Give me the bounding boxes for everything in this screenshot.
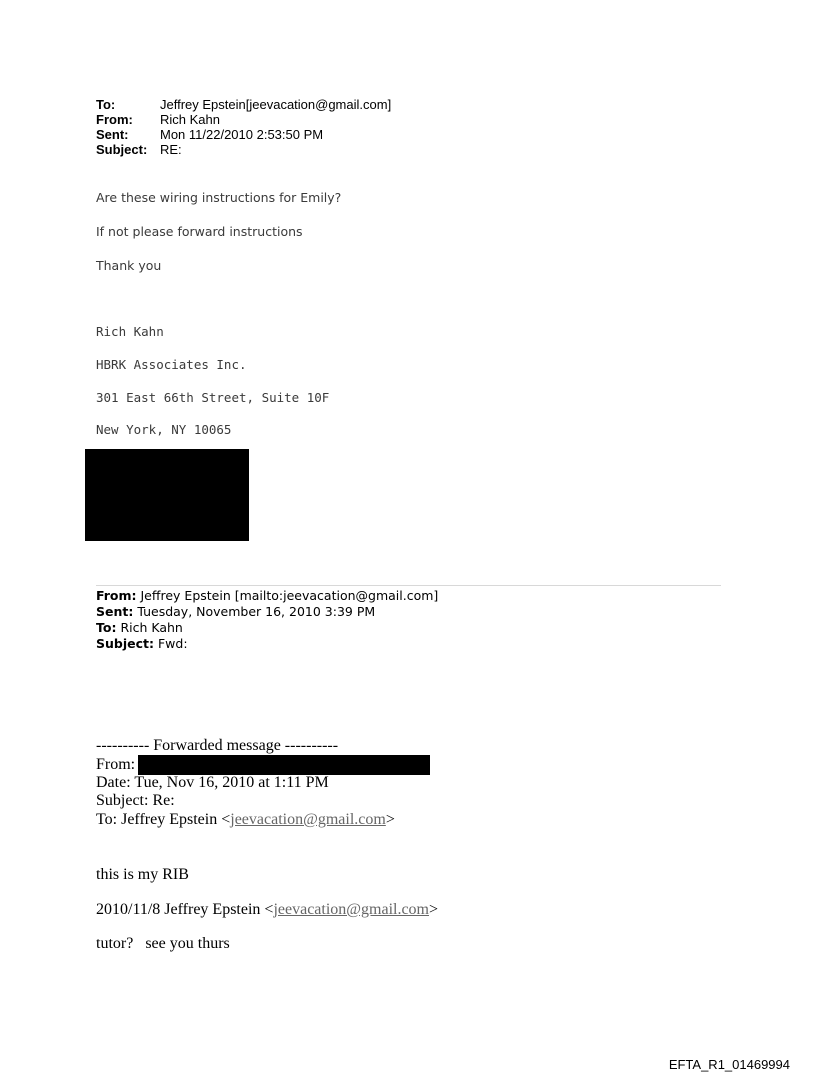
forwarded-separator: ---------- Forwarded message ---------- (96, 737, 339, 754)
message-line-3: Thank you (96, 258, 162, 273)
subject-label: Subject: (96, 142, 148, 157)
forwarded-to-email-link[interactable]: jeevacation@gmail.com (230, 811, 386, 828)
forwarded-from-label: From: (96, 756, 136, 773)
document-id: EFTA_R1_01469994 (668, 1057, 790, 1072)
header-from-row (96, 112, 391, 127)
fwd-from-row (96, 588, 438, 604)
forwarded-email-header (96, 588, 438, 652)
fwd-sent-label: Sent: (96, 604, 134, 619)
fwd-sent-row (96, 604, 438, 620)
header-to-row (96, 97, 391, 112)
forwarded-to-suffix: > (385, 811, 395, 828)
redaction-block (85, 449, 249, 541)
signature-address: 301 East 66th Street, Suite 10F (96, 390, 330, 405)
message-line-1: Are these wiring instructions for Emily? (96, 190, 342, 205)
forwarded-date: Date: Tue, Nov 16, 2010 at 1:11 PM (96, 774, 329, 791)
header-sent-row (96, 127, 391, 142)
forwarded-body-2: tutor? see you thurs (96, 935, 230, 952)
subject-value: RE: (160, 142, 182, 157)
signature-name: Rich Kahn (96, 324, 164, 339)
forwarded-subject: Subject: Re: (96, 792, 175, 809)
from-label: From: (96, 112, 133, 127)
quote-line (96, 901, 438, 919)
sender-redaction (138, 755, 430, 775)
signature-city: New York, NY 10065 (96, 422, 232, 437)
fwd-sent-value: Tuesday, November 16, 2010 3:39 PM (137, 604, 376, 619)
quote-prefix: 2010/11/8 Jeffrey Epstein < (96, 901, 274, 918)
to-label: To: (96, 97, 116, 112)
message-line-2: If not please forward instructions (96, 224, 303, 239)
fwd-subject-row (96, 636, 438, 652)
reply-divider (96, 585, 721, 586)
quote-email-link[interactable]: jeevacation@gmail.com (273, 901, 429, 918)
forwarded-to (96, 811, 395, 829)
sent-value: Mon 11/22/2010 2:53:50 PM (160, 127, 324, 142)
fwd-from-value: Jeffrey Epstein [mailto:jeevacation@gmail.com] (140, 588, 439, 603)
forwarded-body-1: this is my RIB (96, 866, 189, 883)
to-value: Jeffrey Epstein[jeevacation@gmail.com] (160, 97, 392, 112)
forwarded-to-prefix: To: Jeffrey Epstein < (96, 811, 231, 828)
email-header (96, 97, 391, 157)
fwd-subject-value: Fwd: (157, 636, 188, 651)
from-value: Rich Kahn (160, 112, 220, 127)
fwd-from-label: From: (96, 588, 137, 603)
header-subject-row (96, 142, 391, 157)
fwd-subject-label: Subject: (96, 636, 154, 651)
sent-label: Sent: (96, 127, 129, 142)
signature-company: HBRK Associates Inc. (96, 357, 247, 372)
fwd-to-value: Rich Kahn (120, 620, 183, 635)
quote-suffix: > (429, 901, 439, 918)
fwd-to-row (96, 620, 438, 636)
fwd-to-label: To: (96, 620, 117, 635)
